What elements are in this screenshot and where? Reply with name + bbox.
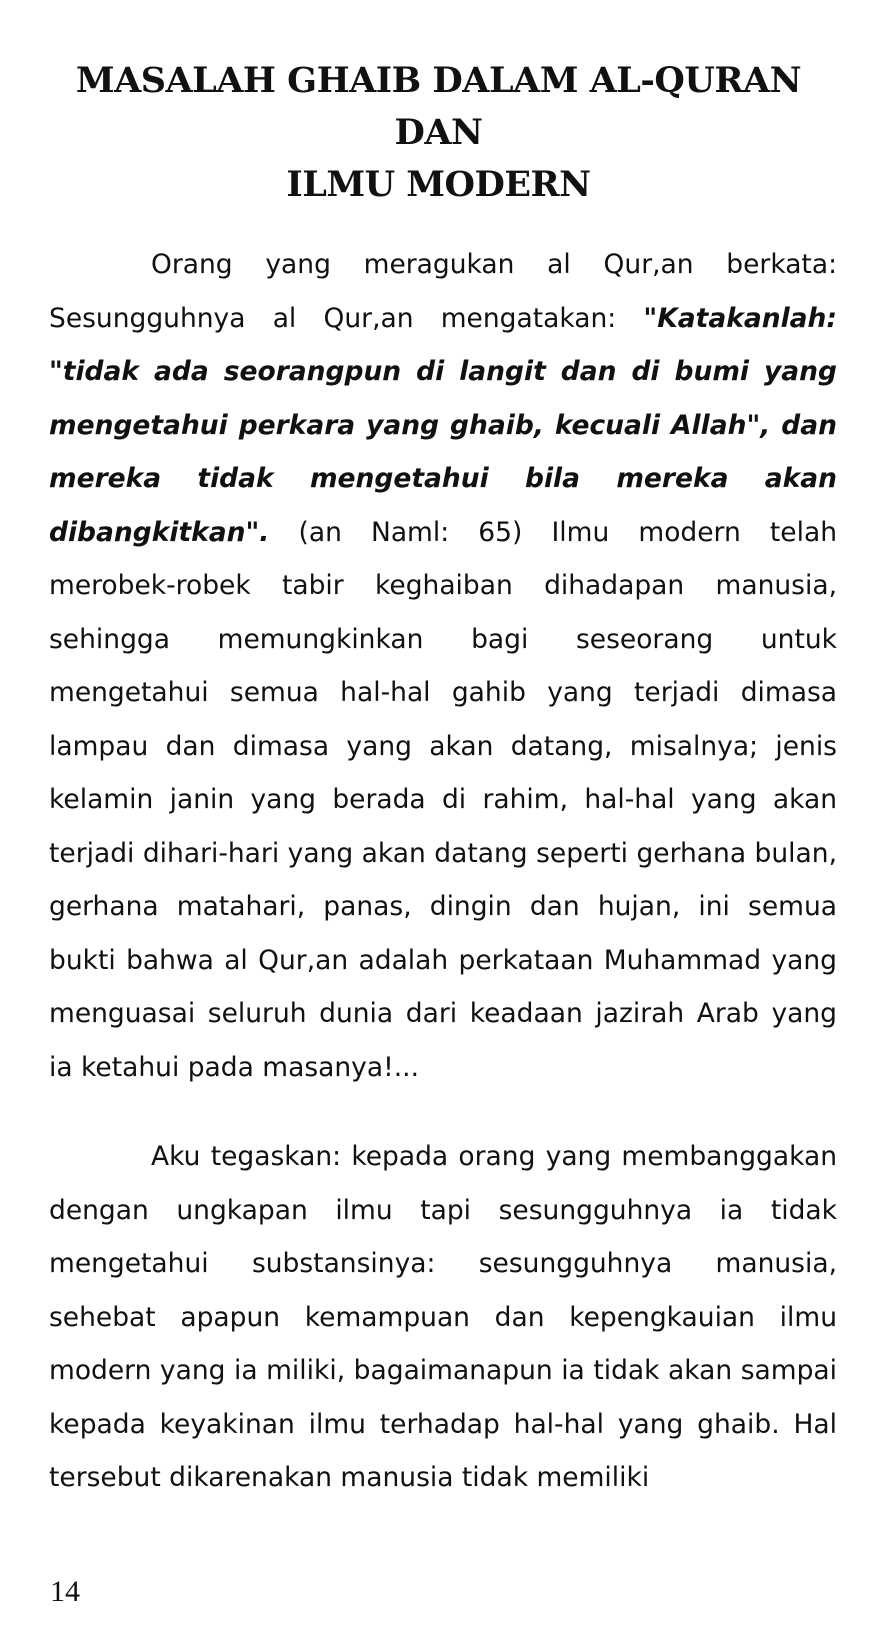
paragraph-1-rest: (an Naml: 65) Ilmu modern telah merobek-robek tabir keghaiban dihadapan manusia, sehingga memungkinkan bagi seseorang untuk mengetahui semua hal-hal gahib yang terjadi dimasa lampau dan dimasa yang akan datang, misalnya; jenis kelamin janin yang berada di rahim, hal-hal yang akan terjadi dihari-hari yang akan datang seperti gerhana bulan, gerhana matahari, panas, dingin dan hujan, ini semua bukti bahwa al Qur,an adalah perkataan Muhammad yang menguasai seluruh dunia dari keadaan jazirah Arab yang ia ketahui pada masanya!... [49, 516, 837, 1083]
body-paragraph-2 [49, 1130, 837, 1505]
chapter-title-line-2: ILMU MODERN [286, 164, 591, 205]
body-paragraph-1 [49, 238, 837, 1094]
paragraph-1-intro: Orang yang meragukan al Qur,an berkata: Sesungguhnya al Qur,an mengatakan: [49, 249, 837, 334]
page-number: 14 [50, 1575, 80, 1608]
chapter-title-line-1: MASALAH GHAIB DALAM AL-QURAN DAN [75, 60, 802, 153]
chapter-title [40, 55, 837, 211]
paragraph-2-text: Aku tegaskan: kepada orang yang membanggakan dengan ungkapan ilmu tapi sesungguhnya ia tidak mengetahui substansinya: sesungguhnya manusia, sehebat apapun kemampuan dan kepengkauian ilmu modern yang ia miliki, bagaimanapun ia tidak akan sampai kepada keyakinan ilmu terhadap hal-hal yang ghaib. Hal tersebut dikarenakan manusia tidak memiliki [49, 1141, 837, 1493]
quran-quote: "Katakanlah: "tidak ada seorangpun di langit dan di bumi yang mengetahui perkara yang ghaib, kecuali Allah", dan mereka tidak mengetahui bila mereka akan dibangkitkan". [49, 302, 837, 548]
